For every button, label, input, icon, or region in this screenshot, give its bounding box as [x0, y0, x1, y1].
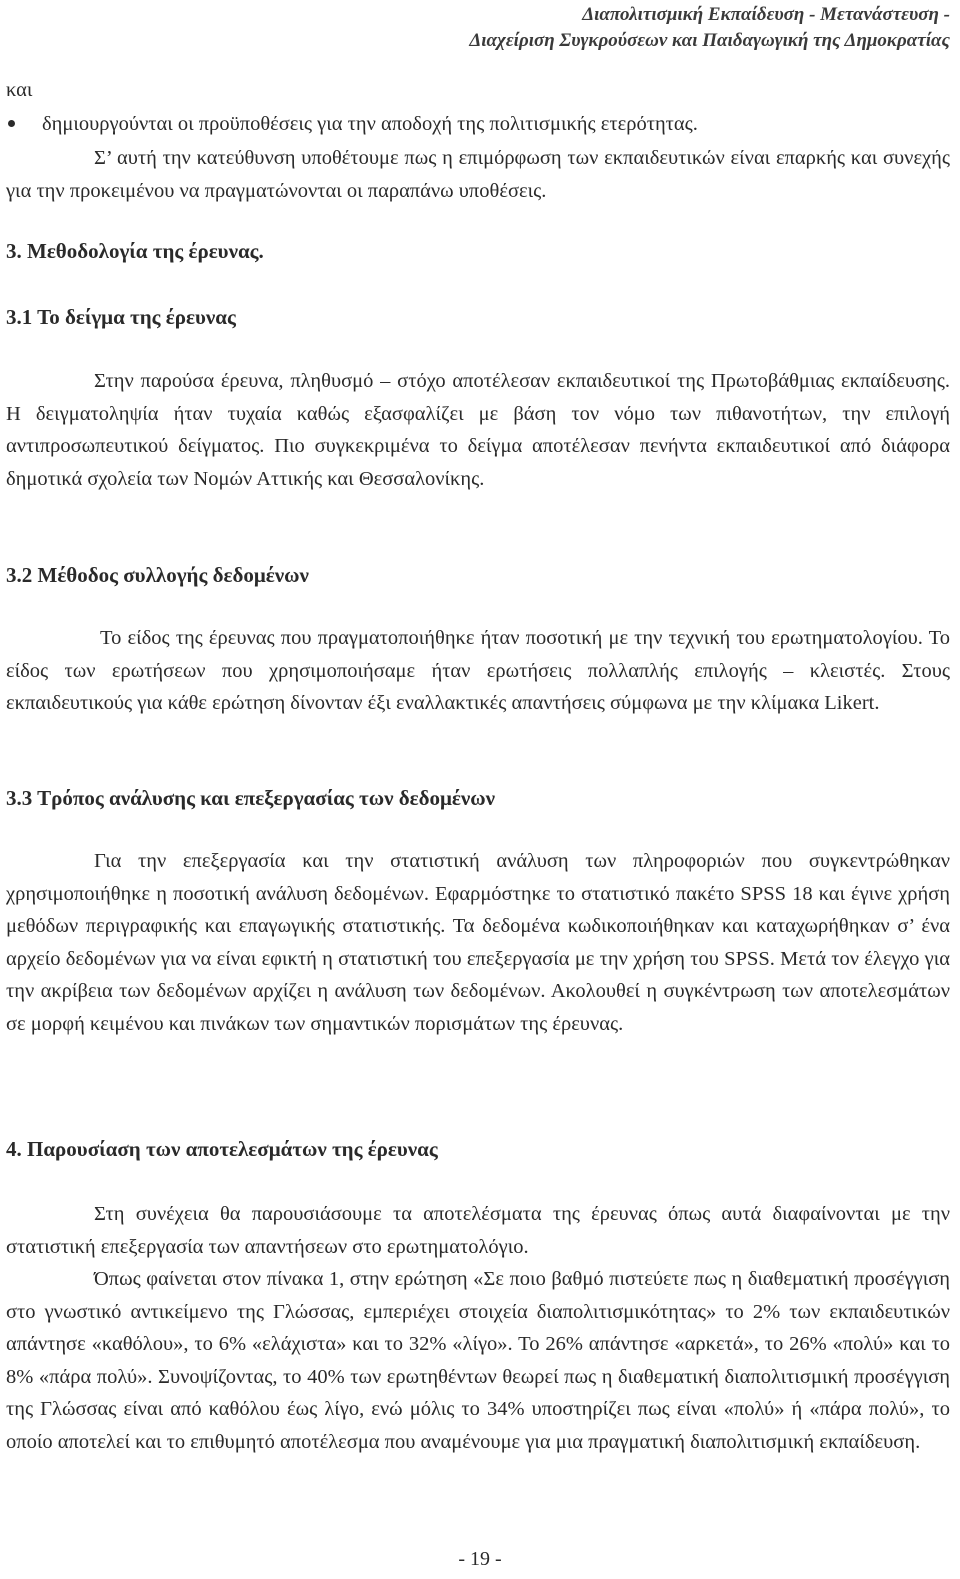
bullet-text: δημιουργούνται οι προϋποθέσεις για την αποδοχή της πολιτισμικής ετερότητας. [42, 113, 698, 135]
intro-paragraph: Σ’ αυτή την κατεύθυνση υποθέτουμε πως η επιμόρφωση των εκπαιδευτικών είναι επαρκής και συνεχής για την προκειμένου να πραγματώνονται οι παραπάνω υποθέσεις. [6, 147, 950, 202]
section-4-paragraph-1: Στη συνέχεια θα παρουσιάσουμε τα αποτελέσματα της έρευνας όπως αυτά διαφαίνονται με την στατιστική επεξεργασία των απαντήσεων στο ερωτηματολόγιο. [6, 1203, 950, 1258]
section-4-paragraph-2: Όπως φαίνεται στον πίνακα 1, στην ερώτηση «Σε ποιο βαθμό πιστεύετε πως η διαθεματική προσέγγιση στο γνωστικό αντικείμενο της Γλώσσας, εμπεριέχει στοιχεία διαπολιτισμικότητας» το 2% των εκπαιδευτικών απάντησε «καθόλου», το 6% «ελάχιστα» και το 32% «λίγο». Το 26% απάντησε «αρκετά», το 26% «πολύ» και το 8% «πάρα πολύ». Συνοψίζοντας, το 40% των ερωτηθέντων θεωρεί πως η διαθεματική διαπολιτισμική προσέγγιση της Γλώσσας είναι από καθόλου έως λίγο, ενώ μόλις το 34% υποστηρίζει πως είναι «πολύ» ή «πάρα πολύ», το οποίο αποτελεί και το επιθυμητό αποτέλεσμα που αναμένουμε για μια πραγματική διαπολιτισμική εκπαίδευση. [6, 1268, 950, 1453]
running-header [250, 2, 950, 54]
header-line-2: Διαχείριση Συγκρούσεων και Παιδαγωγική της Δημοκρατίας [469, 30, 950, 51]
page-number: - 19 - [458, 1548, 502, 1570]
section-3-2-text: Το είδος της έρευνας που πραγματοποιήθηκε ήταν ποσοτική με την τεχνική του ερωτηματολογίου. Το είδος των ερωτήσεων που χρησιμοποιήσαμε ήταν ερωτήσεις πολλαπλής επιλογής – κλειστές. Στους εκπαιδευτικούς για κάθε ερώτηση δίνονταν έξι εναλλακτικές απαντήσεις σύμφωνα με την κλίμακα Likert. [6, 627, 950, 714]
section-3-1-title: 3.1 Το δείγμα της έρευνας [6, 305, 236, 329]
intro-kai: και [6, 79, 33, 101]
bullet-icon [8, 120, 15, 127]
section-3-3-title: 3.3 Τρόπος ανάλυσης και επεξεργασίας των δεδομένων [6, 786, 495, 810]
section-3-2-title: 3.2 Μέθοδος συλλογής δεδομένων [6, 563, 309, 587]
section-3-3-text: Για την επεξεργασία και την στατιστική ανάλυση των πληροφοριών που συγκεντρώθηκαν χρησιμοποιήθηκε η ποσοτική ανάλυση δεδομένων. Εφαρμόστηκε το στατιστικό πακέτο SPSS 18 και έγινε χρήση μεθόδων περιγραφικής και επαγωγικής στατιστικής. Τα δεδομένα κωδικοποιήθηκαν και καταχωρήθηκαν σ’ ένα αρχείο δεδομένων για να είναι εφικτή η στατιστική του επεξεργασία με την χρήση του SPSS. Μετά τον έλεγχο για την ακρίβεια των δεδομένων αρχίζει η ανάλυση των δεδομένων. Ακολουθεί η συγκέντρωση των αποτελεσμάτων σε μορφή κειμένου και πινάκων των σημαντικών πορισμάτων της έρευνας. [6, 850, 950, 1035]
section-3-title: 3. Μεθοδολογία της έρευνας. [6, 239, 264, 263]
section-4-title: 4. Παρουσίαση των αποτελεσμάτων της έρευνας [6, 1137, 438, 1161]
section-3-1-text: Στην παρούσα έρευνα, πληθυσμό – στόχο αποτέλεσαν εκπαιδευτικοί της Πρωτοβάθμιας εκπαίδευσης. Η δειγματοληψία ήταν τυχαία καθώς εξασφαλίζει με βάση τον νόμο των πιθανοτήτων, την επιλογή αντιπροσωπευτικού δείγματος. Πιο συγκεκριμένα το δείγμα αποτέλεσαν πενήντα εκπαιδευτικοί από διάφορα δημοτικά σχολεία των Νομών Αττικής και Θεσσαλονίκης. [6, 370, 950, 490]
header-line-1: Διαπολιτισμική Εκπαίδευση - Μετανάστευση - [582, 4, 950, 25]
